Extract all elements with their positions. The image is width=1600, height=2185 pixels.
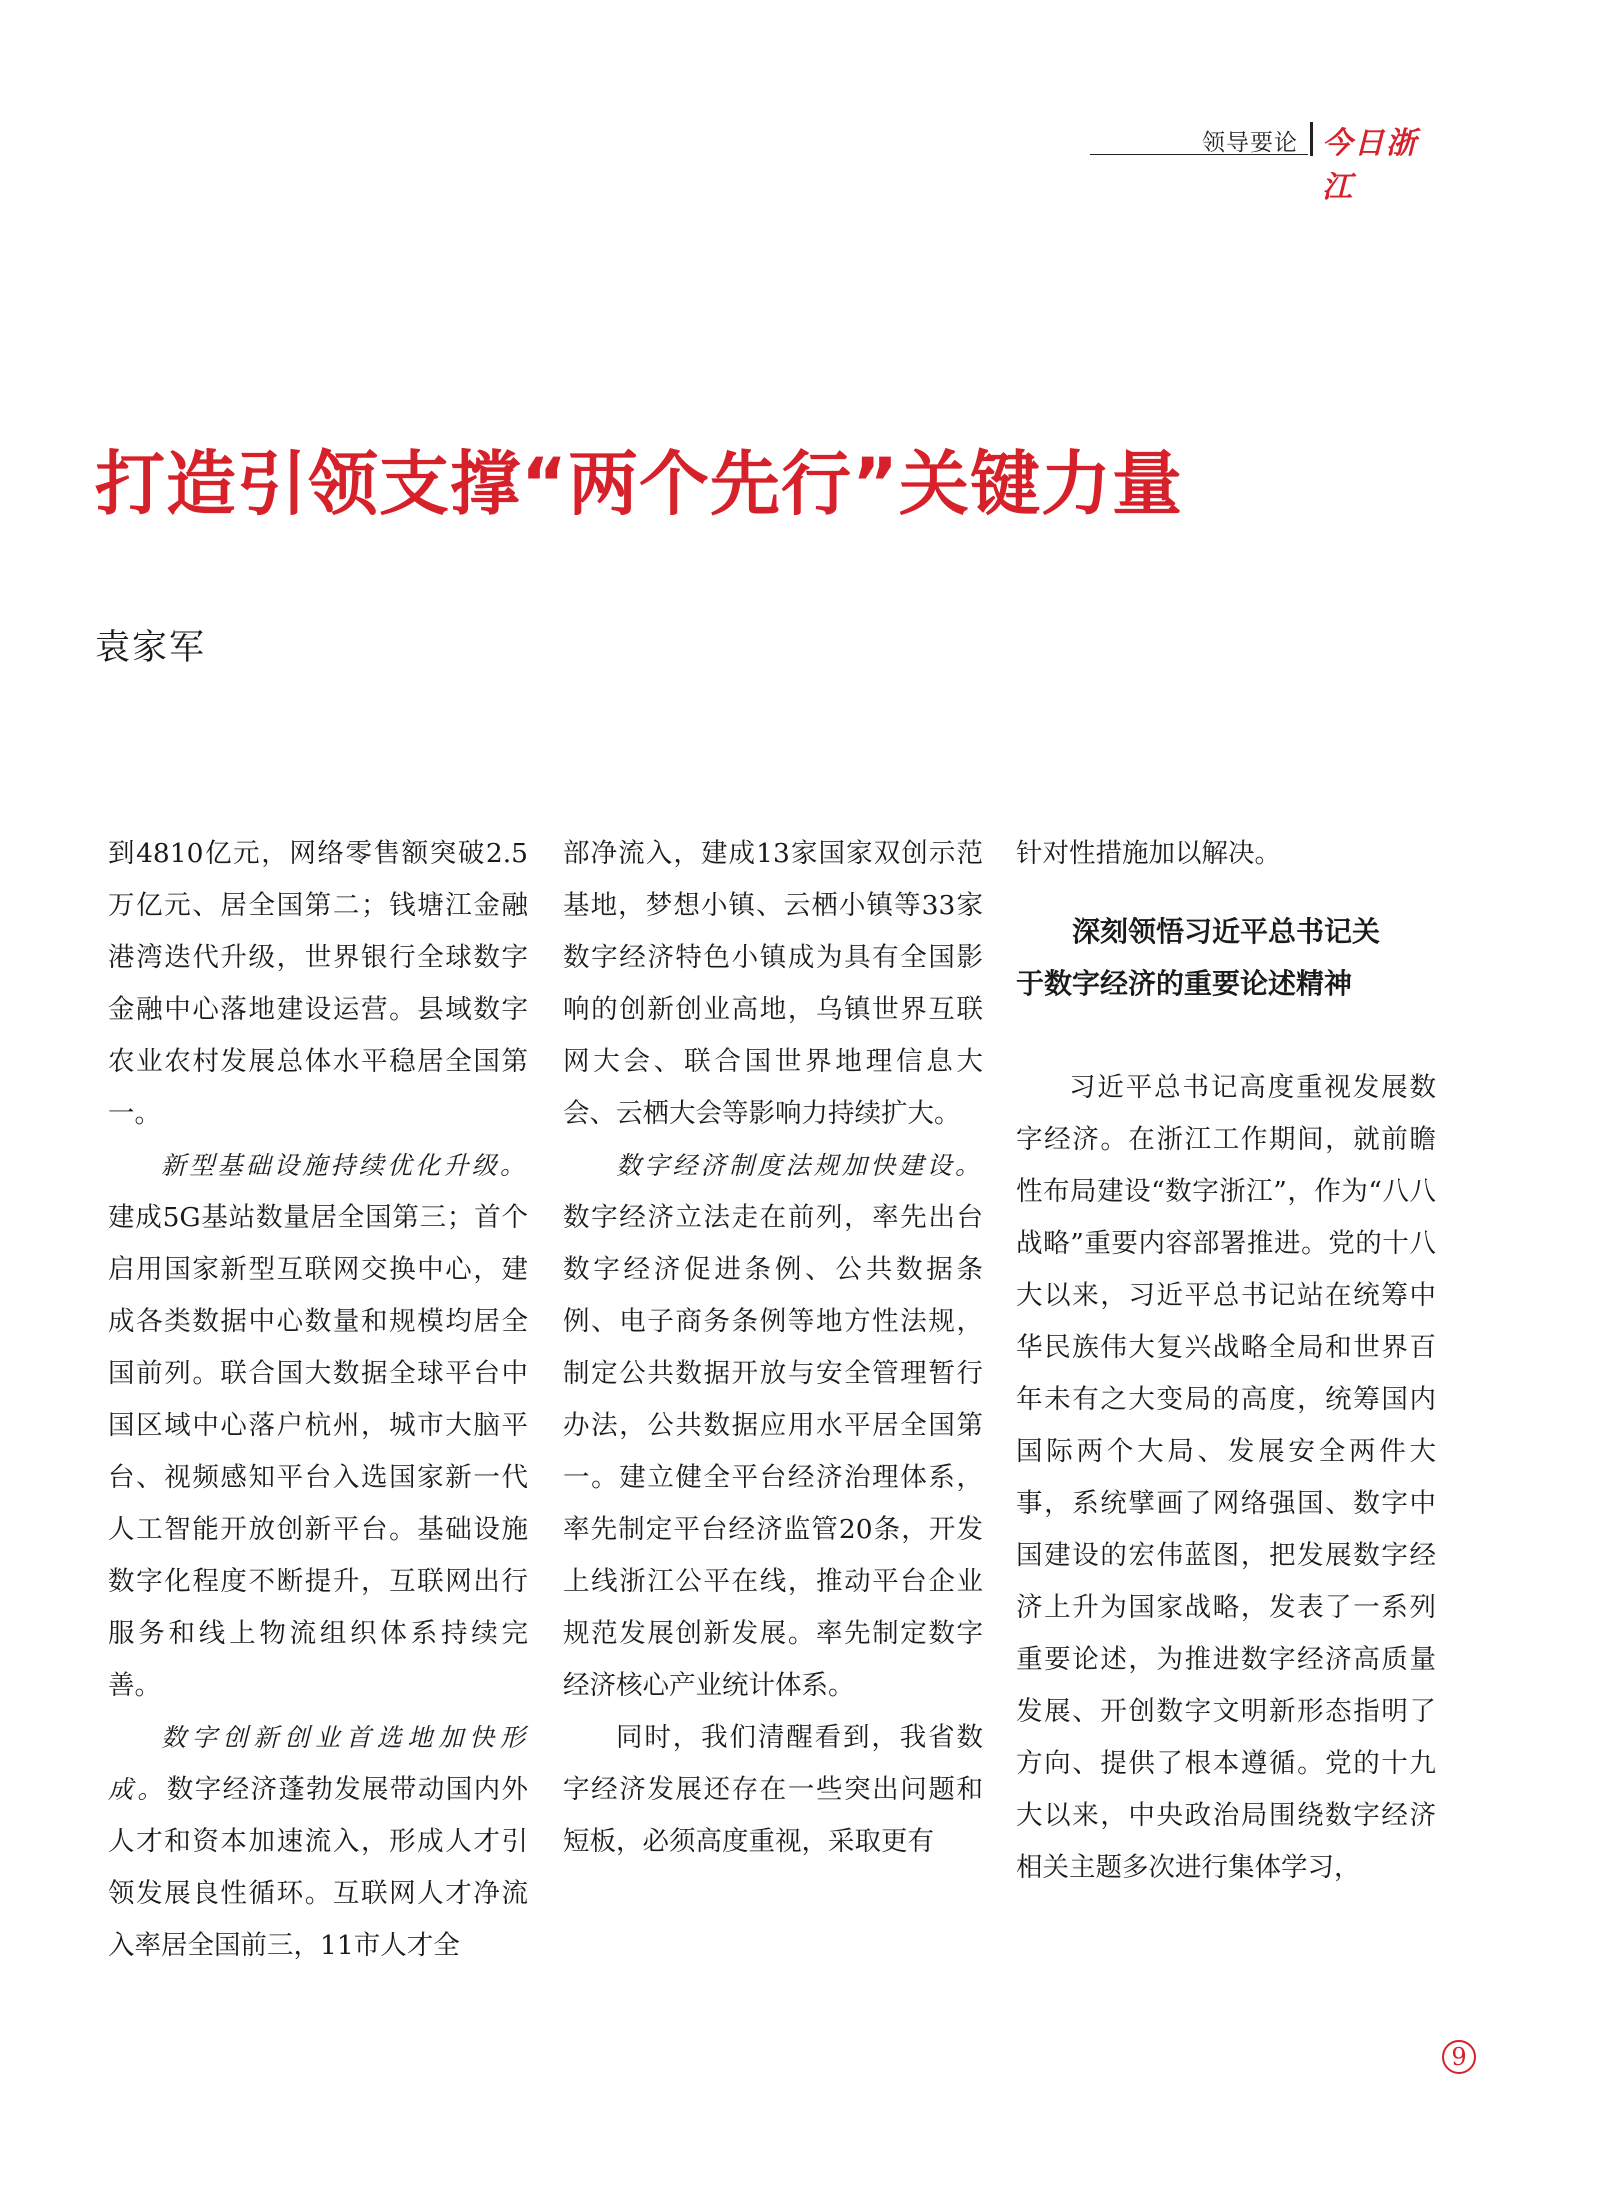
text-column-3 [1016, 828, 1436, 1894]
section-heading-line-2: 于数字经济的重要论述精神 [1016, 967, 1353, 1000]
page-header [1090, 118, 1435, 205]
paragraph-subhead: 数字创新创业首选地加快形成。 [108, 1723, 528, 1804]
text-column-2 [563, 828, 983, 1868]
section-heading [1016, 906, 1436, 1010]
article-title: 打造引领支撑“两个先行”关键力量 [95, 443, 1184, 525]
article-author: 袁家军 [95, 628, 207, 668]
paragraph-body: 数字经济立法走在前列，率先出台数字经济促进条例、公共数据条例、电子商务条例等地方性法规，制定公共数据开放与安全管理暂行办法，公共数据应用水平居全国第一。建立健全平台经济治理体系，率先制定平台经济监管20条，开发上线浙江公平在线，推动平台企业规范发展创新发展。率先制定数字经济核心产业统计体系。 [563, 1202, 983, 1701]
paragraph [563, 1140, 983, 1712]
paragraph: 针对性措施加以解决。 [1016, 838, 1281, 869]
paragraph-subhead: 新型基础设施持续优化升级。 [161, 1151, 528, 1180]
section-heading-line-1: 深刻领悟习近平总书记关 [1072, 915, 1381, 948]
paragraph-body: 数字经济蓬勃发展带动国内外人才和资本加速流入，形成人才引领发展良性循环。互联网人才净流入率居全国前三，11市人才全 [108, 1774, 528, 1961]
page-number: 9 [1442, 2040, 1476, 2074]
paragraph: 到4810亿元，网络零售额突破2.5万亿元、居全国第二；钱塘江金融港湾迭代升级，世界银行全球数字金融中心落地建设运营。县域数字农业农村发展总体水平稳居全国第一。 [108, 838, 528, 1129]
paragraph: 部净流入，建成13家国家双创示范基地，梦想小镇、云栖小镇等33家数字经济特色小镇成为具有全国影响的创新创业高地，乌镇世界互联网大会、联合国世界地理信息大会、云栖大会等影响力持续扩大。 [563, 838, 983, 1129]
paragraph [108, 1140, 528, 1712]
text-column-1 [108, 828, 528, 1972]
paragraph-subhead: 数字经济制度法规加快建设。 [616, 1151, 983, 1180]
header-divider [1310, 122, 1313, 156]
magazine-logo: 今日浙江 [1322, 126, 1418, 205]
paragraph-body: 建成5G基站数量居全国第三；首个启用国家新型互联网交换中心，建成各类数据中心数量和规模均居全国前列。联合国大数据全球平台中国区域中心落户杭州，城市大脑平台、视频感知平台入选国家新一代人工智能开放创新平台。基础设施数字化程度不断提升，互联网出行服务和线上物流组织体系持续完善。 [108, 1202, 528, 1701]
paragraph [108, 1712, 528, 1972]
paragraph: 习近平总书记高度重视发展数字经济。在浙江工作期间，就前瞻性布局建设“数字浙江”，作为“八八战略”重要内容部署推进。党的十八大以来，习近平总书记站在统筹中华民族伟大复兴战略全局和世界百年未有之大变局的高度，统筹国内国际两个大局、发展安全两件大事，系统擘画了网络强国、数字中国建设的宏伟蓝图，把发展数字经济上升为国家战略，发表了一系列重要论述，为推进数字经济高质量发展、开创数字文明新形态指明了方向、提供了根本遵循。党的十九大以来，中央政治局围绕数字经济相关主题多次进行集体学习， [1016, 1072, 1436, 1883]
header-section-label: 领导要论 [1202, 130, 1298, 156]
paragraph: 同时，我们清醒看到，我省数字经济发展还存在一些突出问题和短板，必须高度重视，采取更有 [563, 1722, 983, 1857]
